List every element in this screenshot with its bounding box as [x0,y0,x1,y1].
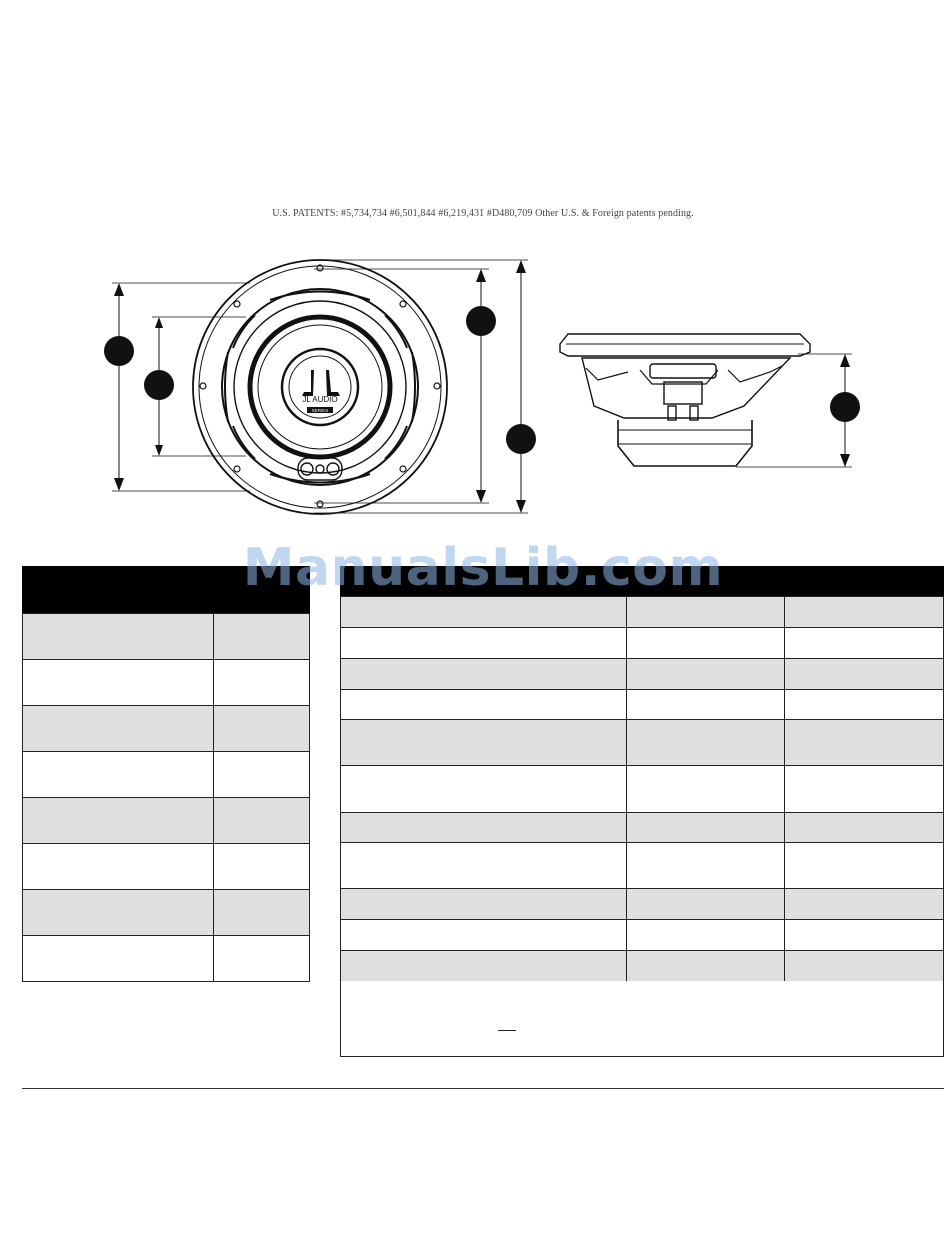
front-dimension-lines [112,260,528,513]
speaker-side-view [560,334,852,467]
basket-spokes [225,292,415,483]
table-row [23,614,310,660]
dimension-marker-d [506,424,536,454]
notes-underline-mark [498,1030,516,1031]
table-row [341,766,944,813]
table-row [23,890,310,936]
left-table-header [22,566,310,613]
table-row [341,720,944,766]
notes-box [340,981,944,1057]
dimension-marker-e [830,392,860,422]
table-row [341,659,944,690]
dimension-marker-c [466,306,496,336]
watermark-text: ManualsLib.com [242,538,724,598]
right-spec-table [340,596,944,982]
table-row [23,936,310,982]
logo-badge-text: SERIES [311,408,329,413]
table-row [341,628,944,659]
table-row [23,752,310,798]
speaker-dimension-diagram [0,250,950,525]
table-row [23,798,310,844]
left-spec-table [22,613,310,982]
right-table-header [340,566,944,596]
table-row [341,813,944,843]
terminal-block [298,458,342,480]
footer-divider [22,1088,944,1089]
dimension-marker-b [144,370,174,400]
table-row [341,597,944,628]
dimension-marker-a [104,336,134,366]
table-row [23,706,310,752]
patents-note: U.S. PATENTS: #5,734,734 #6,501,844 #6,219,431 #D480,709 Other U.S. & Foreign patents pending. [272,208,694,219]
logo-brand-text: JL AUDIO [302,395,338,404]
table-row [341,843,944,889]
speaker-front-view [193,260,447,514]
table-row [23,660,310,706]
table-row [341,889,944,920]
table-row [23,844,310,890]
table-row [341,920,944,951]
jl-logo-mark [302,370,340,396]
table-row [341,690,944,720]
table-row [341,951,944,982]
